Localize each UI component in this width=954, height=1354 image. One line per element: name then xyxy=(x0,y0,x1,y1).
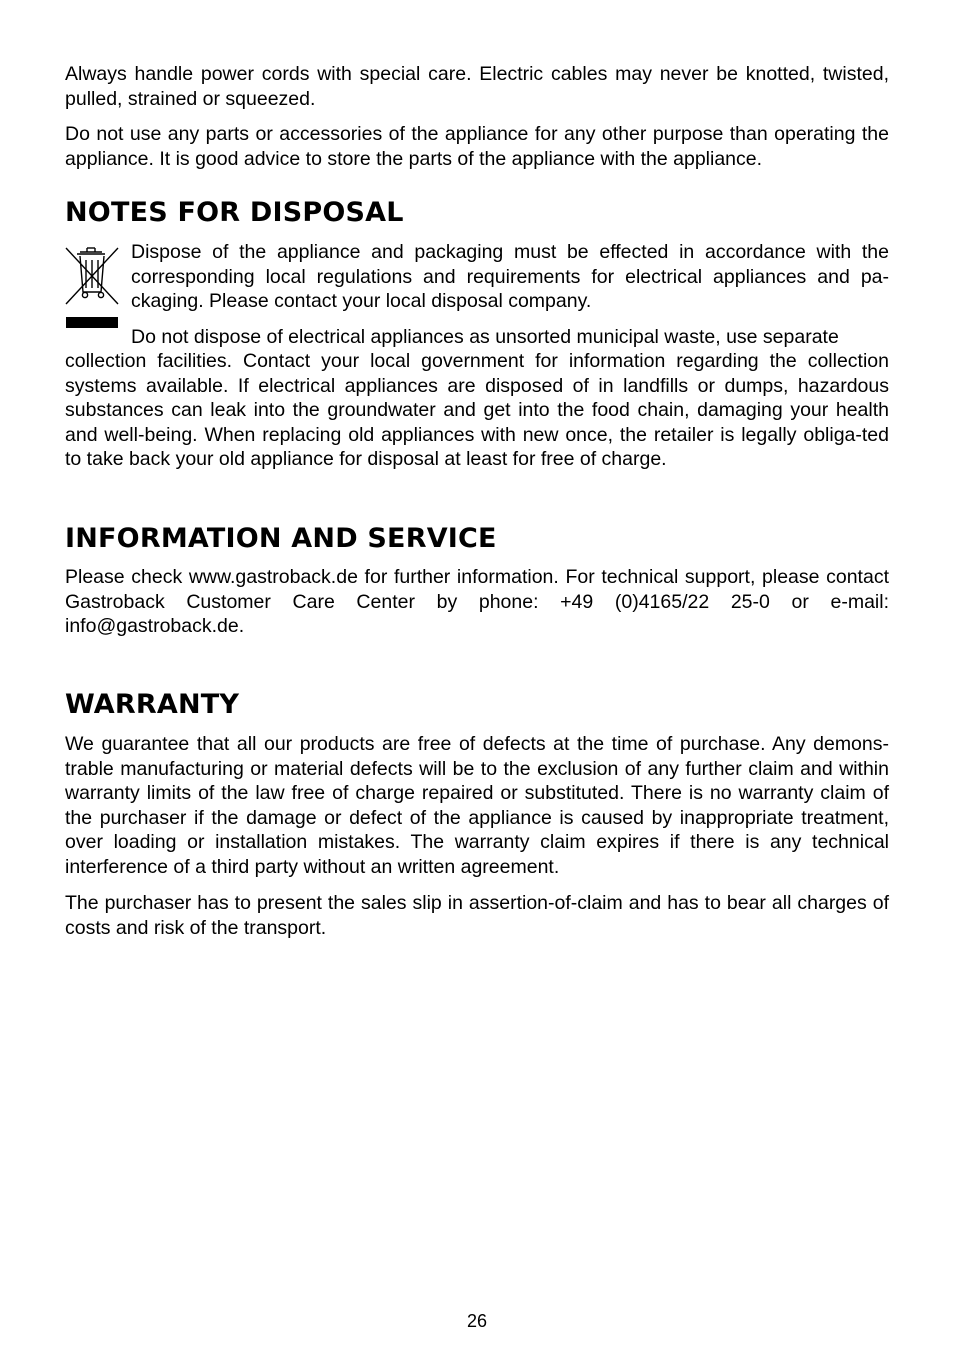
crossed-out-wheelie-bin-icon xyxy=(62,242,120,330)
page-number: 26 xyxy=(466,1311,488,1331)
disposal-paragraph-2-first-line: Do not dispose of electrical appliances as unsorted municipal waste, use separate xyxy=(131,326,839,348)
service-paragraph: Please check www.gastroback.de for further information. For technical support, please contact Gastroback Customer Care Center by phone: +49 (0)4165/22 25-0 or e-mail: info@gastroback.de. xyxy=(65,566,889,638)
service-heading: INFORMATION AND SERVICE xyxy=(65,523,497,554)
warranty-heading: WARRANTY xyxy=(65,689,240,720)
intro-paragraph-cords: Always handle power cords with special care. Electric cables may never be knotted, twisted, pulled, strained or squeezed. xyxy=(65,63,889,110)
warranty-paragraph-2: The purchaser has to present the sales slip in assertion-of-claim and has to bear all charges of costs and risk of the transport. xyxy=(65,892,889,939)
disposal-paragraph-2-rest: collection facilities. Contact your local government for information regarding the collection systems available. If electrical appliances are disposed of in landfills or dumps, hazardous substances can leak into the groundwater and get into the food chain, damaging your health and well-being. When replacing old appliances with new once, the retailer is legally obliga-ted to take back your old appliance for disposal at least for free of charge. xyxy=(65,350,889,471)
warranty-paragraph-1: We guarantee that all our products are free of defects at the time of purchase. Any demons-trable manufacturing or material defects will be to the exclusion of any further claim and within warranty limits of the law free of charge repaired or substituted. There is no warranty claim of the purchaser if the damage or defect of the appliance is caused by inappropriate treatment, over loading or installation mistakes. The warranty claim expires if there is any technical interference of a third party without an written agreement. xyxy=(65,733,889,878)
intro-paragraph-accessories: Do not use any parts or accessories of the appliance for any other purpose than operating the appliance. It is good advice to store the parts of the appliance with the appliance. xyxy=(65,123,889,170)
disposal-heading: NOTES FOR DISPOSAL xyxy=(65,197,404,228)
disposal-paragraph-1: Dispose of the appliance and packaging must be effected in accordance with the corresponding local regulations and requirements for electrical appliances and pa-ckaging. Please contact your local disposal company. xyxy=(131,241,889,313)
